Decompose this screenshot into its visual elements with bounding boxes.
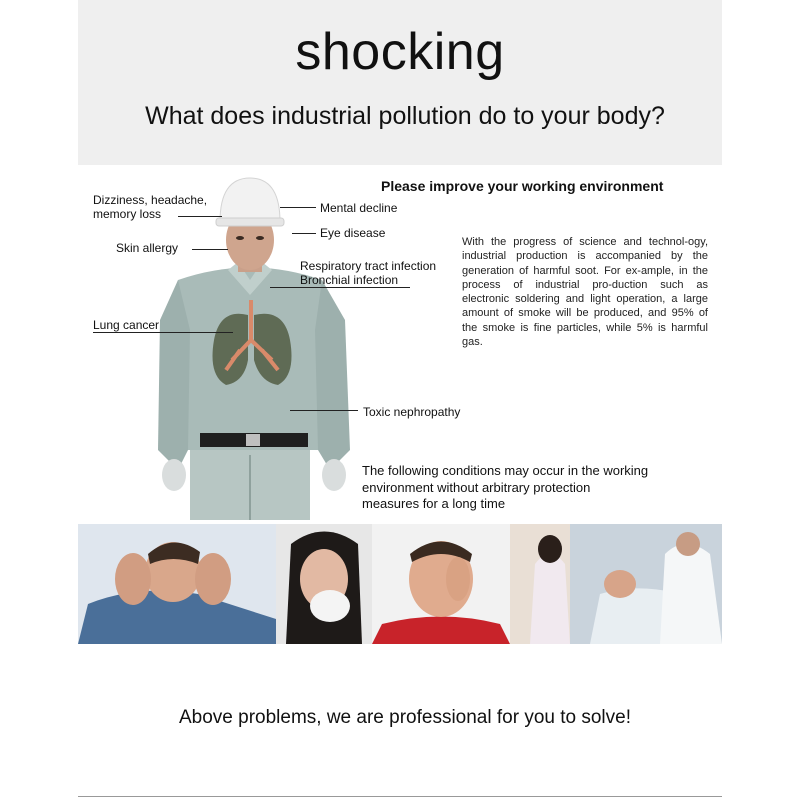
leader-skin-allergy (192, 249, 228, 250)
label-respiratory: Respiratory tract infection Bronchial infection (300, 259, 437, 287)
label-toxic-nephropathy: Toxic nephropathy (363, 405, 461, 419)
photo-hospital (510, 524, 722, 644)
leader-mental-decline (280, 207, 316, 208)
photo-strip (78, 524, 722, 644)
page-title: shocking (295, 23, 505, 81)
leader-toxic-nephropathy (290, 410, 358, 411)
worker-illustration (150, 170, 360, 520)
photo-coughing (276, 524, 372, 644)
leader-respiratory (270, 287, 410, 288)
label-lung-cancer: Lung cancer (93, 318, 160, 332)
label-dizziness: Dizziness, headache, memory loss (93, 193, 208, 221)
info-paragraph: With the progress of science and technol-ogy, industrial production is accompanied by the generation of harmful soot. For ex-ample, in the process of industrial pro-duction such as electronic soldering and light operation, a large amount of smoke will be produced, and 95% of the smoke is fine particles, while 5% is harmful gas. (462, 236, 708, 349)
label-eye-disease: Eye disease (320, 226, 386, 240)
bottom-divider (78, 796, 722, 797)
leader-dizziness (178, 216, 222, 217)
photo-headache (78, 524, 276, 644)
leader-eye-disease (292, 233, 316, 234)
page-subtitle: What does industrial pollution do to your body? (145, 102, 665, 130)
photo-eye-pain (372, 524, 510, 644)
info-heading: Please improve your working environment (381, 178, 664, 194)
conditions-text: The following conditions may occur in the working environment without arbitrary protection measures for a long time (362, 463, 649, 511)
label-mental-decline: Mental decline (320, 201, 398, 215)
footer-text: Above problems, we are professional for you to solve! (178, 707, 631, 728)
label-skin-allergy: Skin allergy (116, 241, 179, 255)
leader-lung-cancer (93, 332, 233, 333)
